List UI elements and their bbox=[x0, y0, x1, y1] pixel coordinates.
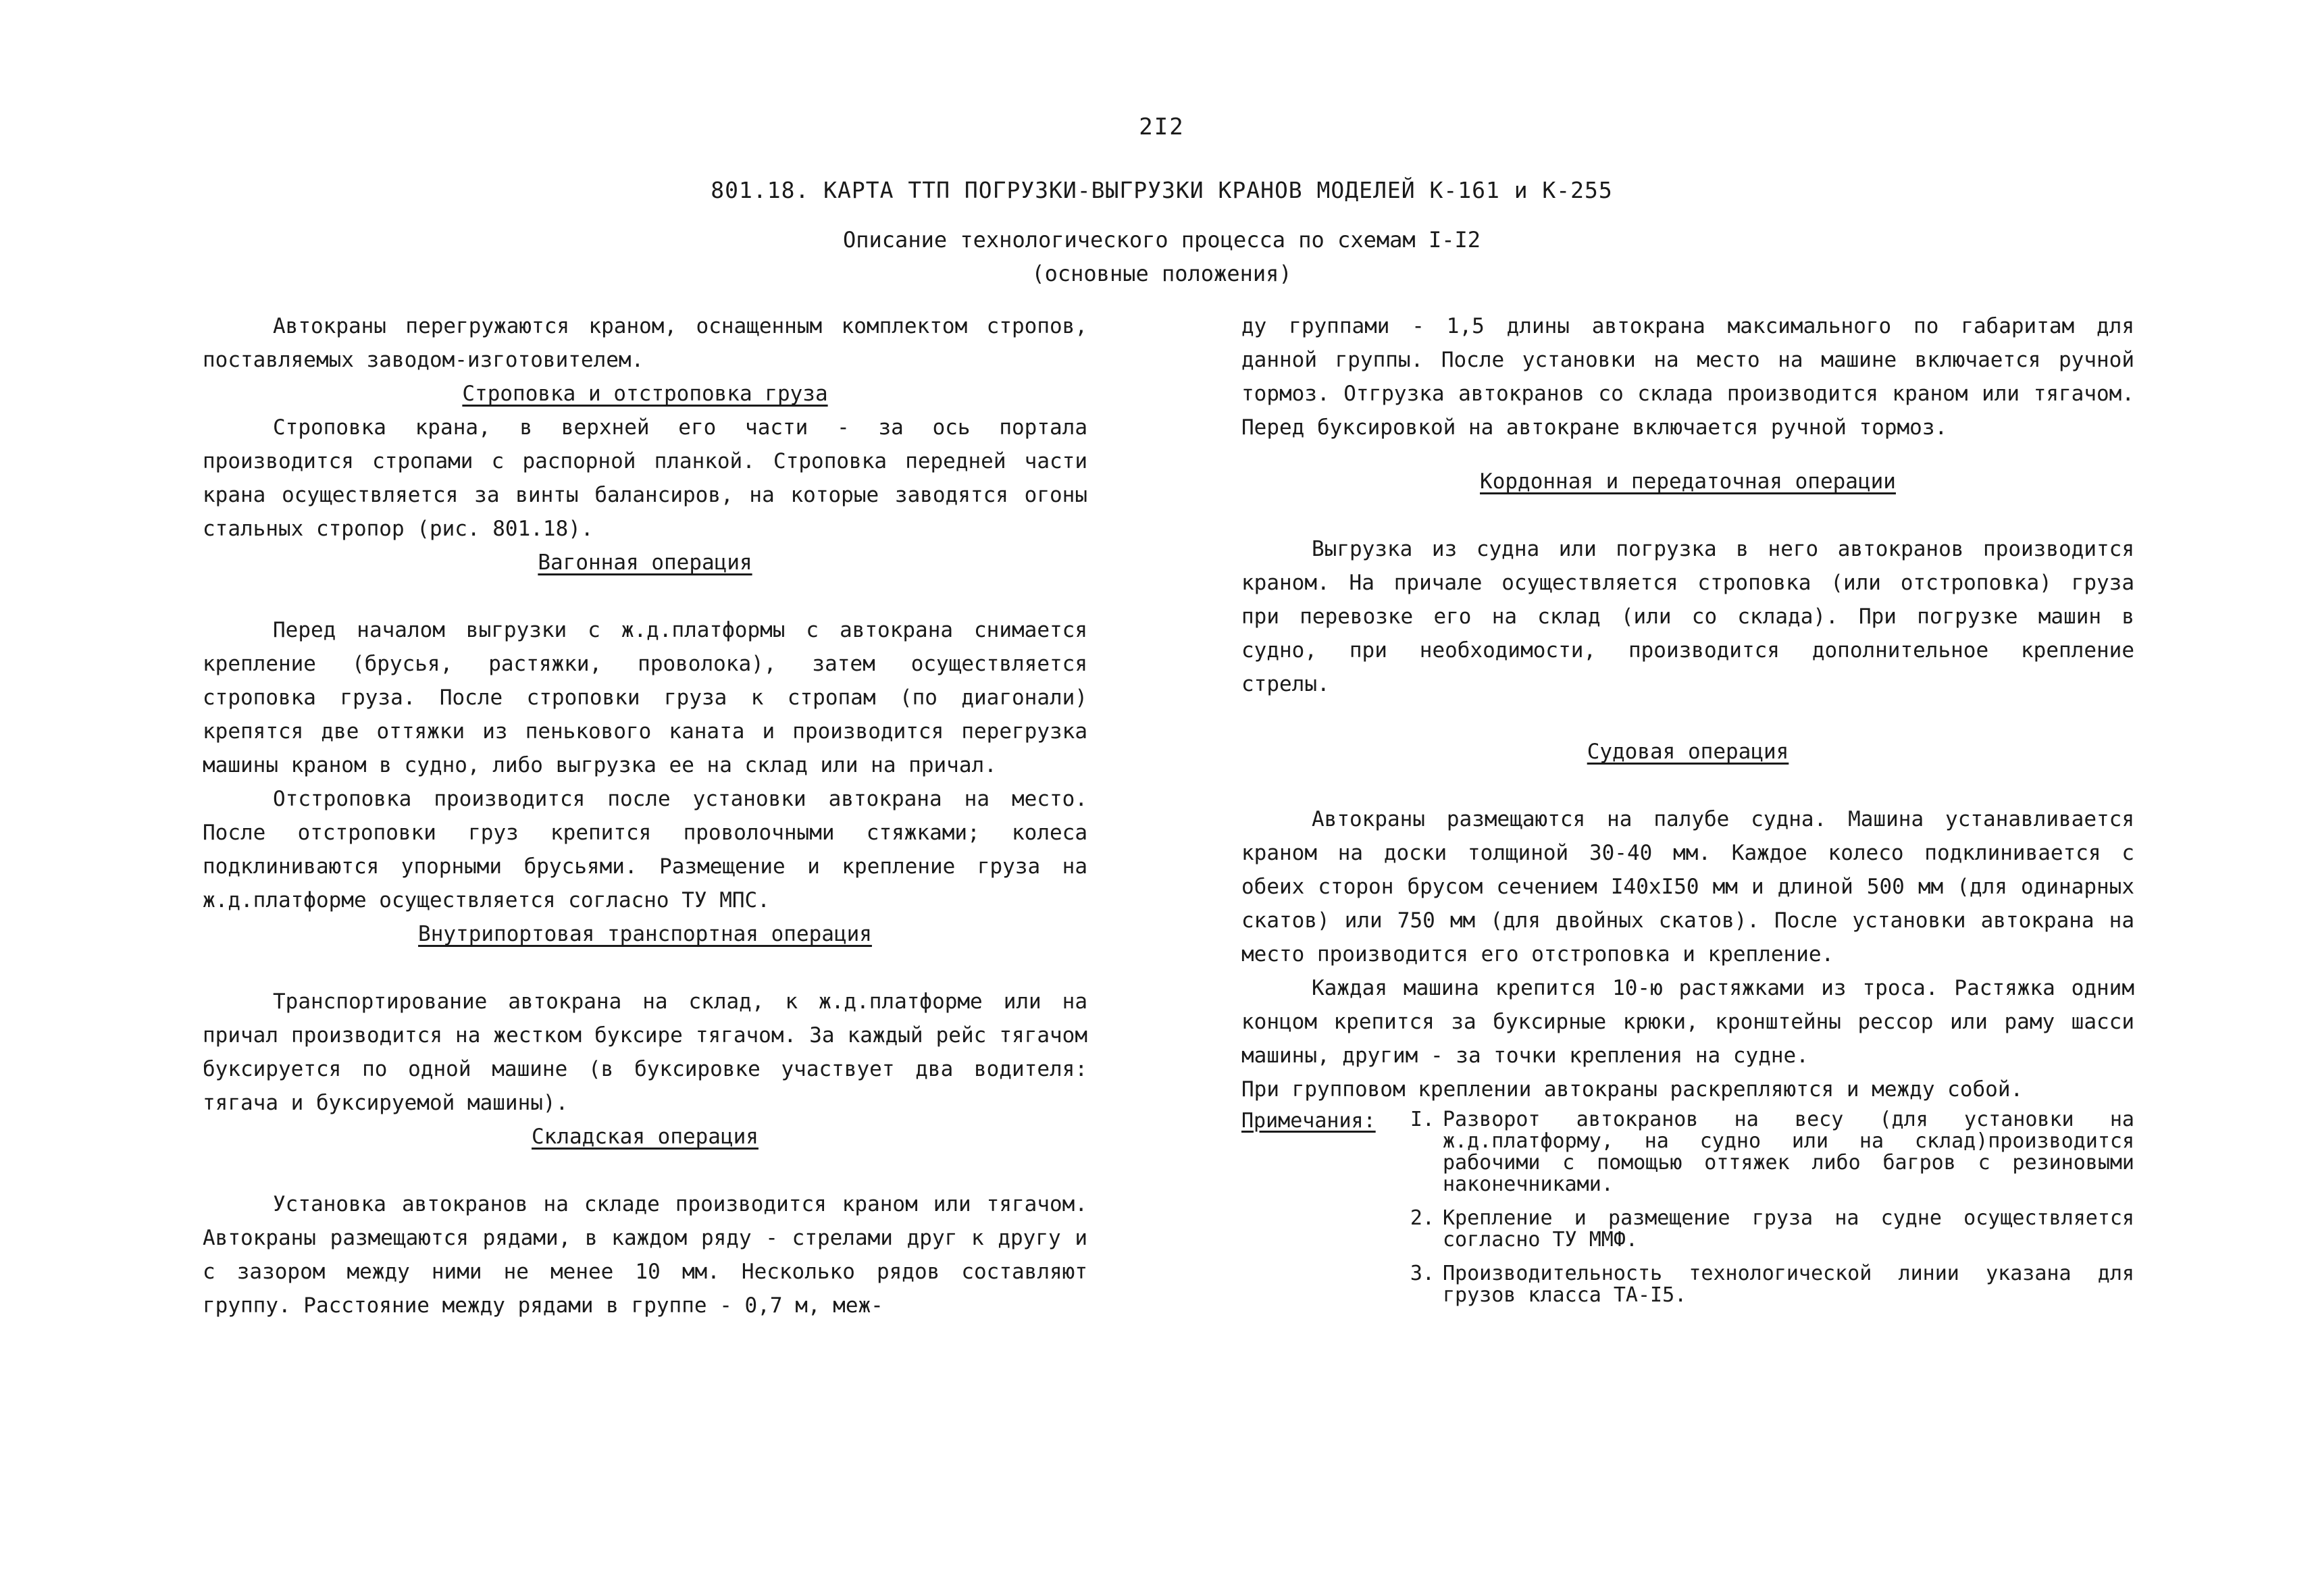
heading-quay: Кордонная и передаточная операции bbox=[1480, 469, 1896, 494]
heading-warehouse: Складская операция bbox=[532, 1125, 759, 1149]
notes-list bbox=[1404, 1109, 2134, 1318]
paragraph-transport: Транспортирование автокрана на склад, к ж.д.платформе или на причал производится на жестком буксире тягачом. За каждый рейс тягачом буксируется по одной машине (в буксировке участвует два водителя: тягача и буксируемой машины). bbox=[203, 989, 1087, 1115]
heading-slinging: Строповка и отстроповка груза bbox=[462, 382, 828, 406]
note-item bbox=[1404, 1109, 2134, 1195]
intro-paragraph: Автокраны перегружаются краном, оснащенным комплектом стропов, поставляемых заводом-изготовителем. bbox=[203, 314, 1087, 372]
notes-label: Примечания: bbox=[1241, 1109, 1376, 1133]
subtitle-line-1: Описание технологического процесса по схемам I-I2 bbox=[842, 227, 1481, 253]
left-column bbox=[203, 309, 1087, 1322]
paragraph-warehouse-cont: ду группами - 1,5 длины автокрана максимального по габаритам для данной группы. После установки на место на машине включается ручной тормоз. Отгрузка автокранов со склада производится краном или тягачом. Перед буксировкой на автокране включается ручной тормоз. bbox=[1241, 314, 2134, 440]
notes-block bbox=[1241, 1109, 2134, 1318]
heading-transport: Внутрипортовая транспортная операция bbox=[418, 922, 872, 946]
paragraph-ship-3: При групповом креплении автокраны раскрепляются и между собой. bbox=[1241, 1077, 2024, 1102]
note-item bbox=[1404, 1208, 2134, 1251]
note-text: Крепление и размещение груза на судне осуществляется согласно ТУ ММФ. bbox=[1443, 1206, 2134, 1252]
paragraph-quay: Выгрузка из судна или погрузка в него автокранов производится краном. На причале осуществляется строповка (или отстроповка) груза при перевозке его на склад (или со склада). При погрузке машин в судно, при необходимости, производится дополнительное крепление стрелы. bbox=[1241, 537, 2134, 696]
paragraph-wagon-1: Перед началом выгрузки с ж.д.платформы с автокрана снимается крепление (брусья, растяжки, проволока), затем осуществляется строповка груза. После строповки груза к стропам (по диагонали) крепятся две оттяжки из пенькового каната и производится перегрузка машины краном в судно, либо выгрузка ее на склад или на причал. bbox=[203, 618, 1087, 777]
paragraph-warehouse: Установка автокранов на складе производится краном или тягачом. Автокраны размещаются рядами, в каждом ряду - стрелами друг к другу и с зазором между ними не менее 10 мм. Несколько рядов составляют группу. Расстояние между рядами в группе - 0,7 м, меж- bbox=[203, 1192, 1087, 1318]
note-text: Производительность технологической линии указана для грузов класса ТА-I5. bbox=[1443, 1262, 2134, 1307]
heading-wagon: Вагонная операция bbox=[538, 550, 752, 575]
note-number: I. bbox=[1410, 1108, 1435, 1131]
page-subtitle bbox=[675, 223, 1648, 290]
subtitle-line-2: (основные положения) bbox=[1031, 261, 1292, 286]
note-item bbox=[1404, 1263, 2134, 1306]
paragraph-ship-1: Автокраны размещаются на палубе судна. Машина устанавливается краном на доски толщиной 30-40 мм. Каждое колесо подклинивается с обеих сторон брусом сечением I40xI50 мм и длиной 500 мм (для одинарных скатов) или 750 мм (для двойных скатов). После установки автокрана на место производится его отстроповка и крепление. bbox=[1241, 807, 2134, 967]
heading-ship: Судовая операция bbox=[1587, 740, 1789, 764]
page-number: 2I2 bbox=[1139, 113, 1185, 140]
paragraph-ship-2: Каждая машина крепится 10-ю растяжками из троса. Растяжка одним концом крепится за буксирные крюки, кронштейны рессор или раму шасси машины, другим - за точки крепления на судне. bbox=[1241, 976, 2134, 1068]
note-text: Разворот автокранов на весу (для установки на ж.д.платформу, на судно или на склад)производится рабочими с помощью оттяжек либо багров с резиновыми наконечниками. bbox=[1443, 1108, 2134, 1196]
paragraph-wagon-2: Отстроповка производится после установки автокрана на место. После отстроповки груз крепится проволочными стяжками; колеса подклиниваются упорными брусьями. Размещение и крепление груза на ж.д.платформе осуществляется согласно ТУ МПС. bbox=[203, 787, 1087, 912]
paragraph-slinging: Строповка крана, в верхней его части - за ось портала производится стропами с распорной планкой. Строповка передней части крана осуществляется за винты балансиров, на которые заводятся огоны стальных стропор (рис. 801.18). bbox=[203, 415, 1087, 541]
right-column bbox=[1241, 309, 2134, 1318]
note-number: 3. bbox=[1410, 1262, 1435, 1285]
page-title: 801.18. КАРТА ТТП ПОГРУЗКИ-ВЫГРУЗКИ КРАНОВ МОДЕЛЕЙ К-161 и К-255 bbox=[711, 177, 1613, 203]
note-number: 2. bbox=[1410, 1206, 1435, 1230]
